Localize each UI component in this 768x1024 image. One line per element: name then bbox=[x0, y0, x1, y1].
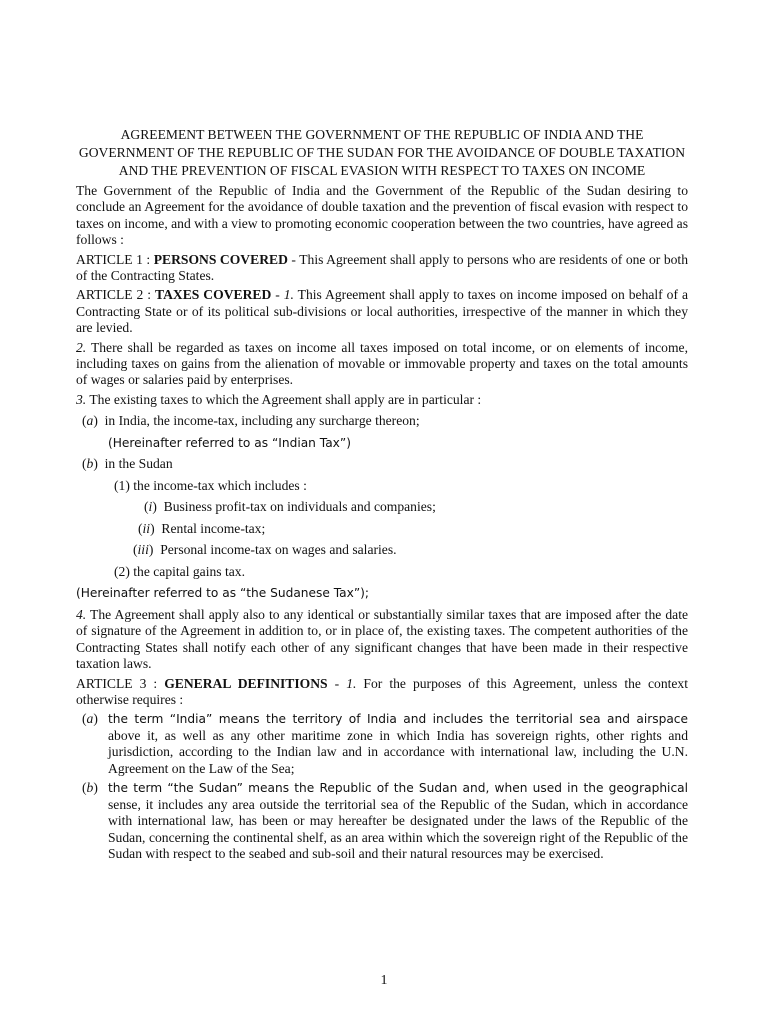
article-3-prefix: ARTICLE 3 : bbox=[76, 675, 165, 691]
item-b-open: ( bbox=[82, 456, 87, 472]
article-2-item-b-1-i: (i) Business profit-tax on individuals and companies; bbox=[144, 499, 436, 515]
item-a-close: ) bbox=[93, 413, 98, 429]
article-2-text-3: The existing taxes to which the Agreement shall apply are in particular : bbox=[86, 391, 482, 407]
article-3-item-b bbox=[76, 780, 688, 862]
article-3-num-1: 1. bbox=[346, 675, 357, 691]
article-2-text-1: This Agreement shall apply to taxes on income imposed on behalf of a Contracting State or of its political sub-divisions or local authorities, irrespective of the manner in which they are levied. bbox=[76, 287, 688, 336]
article-3-b-letter: b bbox=[86, 780, 94, 796]
article-2-para-3 bbox=[76, 392, 688, 408]
item-a-text: in India, the income-tax, including any surcharge thereon; bbox=[104, 413, 420, 429]
article-3-a-letter: a bbox=[86, 711, 94, 727]
article-3-item-b-body bbox=[108, 780, 688, 862]
article-2-heading: TAXES COVERED bbox=[155, 287, 272, 303]
article-2-item-b-1-iii: (iii) Personal income-tax on wages and salaries. bbox=[133, 542, 397, 558]
item-i-label: i bbox=[148, 499, 153, 515]
article-2-para-1 bbox=[76, 287, 688, 336]
item-ii-text: Rental income-tax; bbox=[161, 520, 266, 536]
document-page bbox=[76, 126, 688, 866]
article-2-prefix: ARTICLE 2 : bbox=[76, 287, 156, 303]
article-3-item-a bbox=[76, 711, 688, 777]
preamble: The Government of the Republic of India and the Government of the Republic of the Sudan desiring to conclude an Agreement for the avoidance of double taxation and the prevention of fiscal evasion with respect to taxes on income, and with a view to promoting economic cooperation between the two countries, have agreed as follows : bbox=[76, 183, 688, 248]
item-iii-label: iii bbox=[137, 542, 149, 558]
article-2-text-2: There shall be regarded as taxes on income all taxes imposed on total income, or on elements of income, including taxes on gains from the alienation of movable or immovable property and taxes on the total amounts of wages or salaries paid by enterprises. bbox=[76, 339, 688, 388]
article-3-item-a-rest: above it, as well as any other maritime zone in which India has sovereign rights, other rights and jurisdiction, according to the Indian law and in accordance with international law, including the U.N. Agreement on the Law of the Sea; bbox=[108, 727, 688, 776]
article-1-text: - This Agreement shall apply to persons who are residents of one or both of the Contracting States. bbox=[76, 251, 688, 284]
article-3-item-a-label: (a) bbox=[82, 711, 98, 727]
item-iii-text: Personal income-tax on wages and salaries. bbox=[160, 542, 397, 558]
article-2-num-2: 2. bbox=[76, 339, 87, 355]
page-number: 1 bbox=[380, 973, 388, 988]
article-2-item-b-2: (2) the capital gains tax. bbox=[114, 563, 245, 579]
item-b-close: ) bbox=[93, 456, 98, 472]
item-b-text: in the Sudan bbox=[104, 456, 173, 472]
article-3-item-b-sans: the term “the Sudan” means the Republic of the Sudan and, when used in the geographical bbox=[108, 781, 688, 796]
article-2-num-3: 3. bbox=[76, 391, 87, 407]
item-b-label: b bbox=[86, 456, 94, 472]
article-2-num-4: 4. bbox=[76, 606, 87, 622]
item-ii-label: ii bbox=[142, 520, 151, 536]
article-3-heading: GENERAL DEFINITIONS bbox=[164, 675, 328, 691]
article-1-prefix: ARTICLE 1 : bbox=[76, 251, 154, 267]
item-i-text: Business profit-tax on individuals and companies; bbox=[163, 499, 436, 515]
article-2-item-b bbox=[76, 456, 688, 472]
article-3-para-1 bbox=[76, 676, 688, 709]
item-a-label: a bbox=[86, 413, 94, 429]
article-3-text-1: For the purposes of this Agreement, unless the context otherwise requires : bbox=[76, 675, 688, 707]
article-3-dash: - bbox=[327, 675, 347, 691]
article-2-item-b-note: (Hereinafter referred to as “the Sudanese Tax”); bbox=[76, 586, 370, 601]
article-2-para-4 bbox=[76, 607, 688, 673]
article-2-item-a bbox=[76, 413, 688, 429]
article-3-item-a-body bbox=[108, 711, 688, 777]
document-title: AGREEMENT BETWEEN THE GOVERNMENT OF THE REPUBLIC OF INDIA AND THE GOVERNMENT OF THE REPUBLIC OF THE SUDAN FOR THE AVOIDANCE OF DOUBLE TAXATION AND THE PREVENTION OF FISCAL EVASION WITH RESPECT TO TAXES ON INCOME bbox=[78, 127, 686, 178]
article-3-item-b-label: (b) bbox=[82, 780, 98, 796]
article-2-num-1: 1. bbox=[283, 287, 294, 303]
article-2-text-4: The Agreement shall apply also to any identical or substantially similar taxes that are imposed after the date of signature of the Agreement in addition to, or in place of, the existing taxes. The competent authorities of the Contracting States shall notify each other of any significant changes that have been made in their respective taxation laws. bbox=[76, 606, 688, 672]
item-a-open: ( bbox=[82, 413, 87, 429]
article-1 bbox=[76, 252, 688, 285]
article-2-item-b-1: (1) the income-tax which includes : bbox=[114, 477, 307, 493]
article-1-heading: PERSONS COVERED bbox=[153, 251, 288, 267]
article-2-item-a-note: (Hereinafter referred to as “Indian Tax”) bbox=[108, 435, 351, 450]
article-3-item-b-rest: sense, it includes any area outside the territorial sea of the Republic of the Sudan, which in accordance with international law, has been or may hereafter be designated under the laws of the Republic of the Sudan, concerning the continental shelf, as an area within which the sovereign right of the Republic of the Sudan with respect to the seabed and sub-soil and their natural resources may be exercised. bbox=[108, 796, 688, 862]
article-2-item-b-1-ii: (ii) Rental income-tax; bbox=[138, 520, 266, 536]
article-2-para-2 bbox=[76, 340, 688, 389]
article-2-dash: - bbox=[271, 287, 284, 303]
article-3-item-a-sans: the term “India” means the territory of India and includes the territorial sea and airspace bbox=[108, 712, 688, 727]
